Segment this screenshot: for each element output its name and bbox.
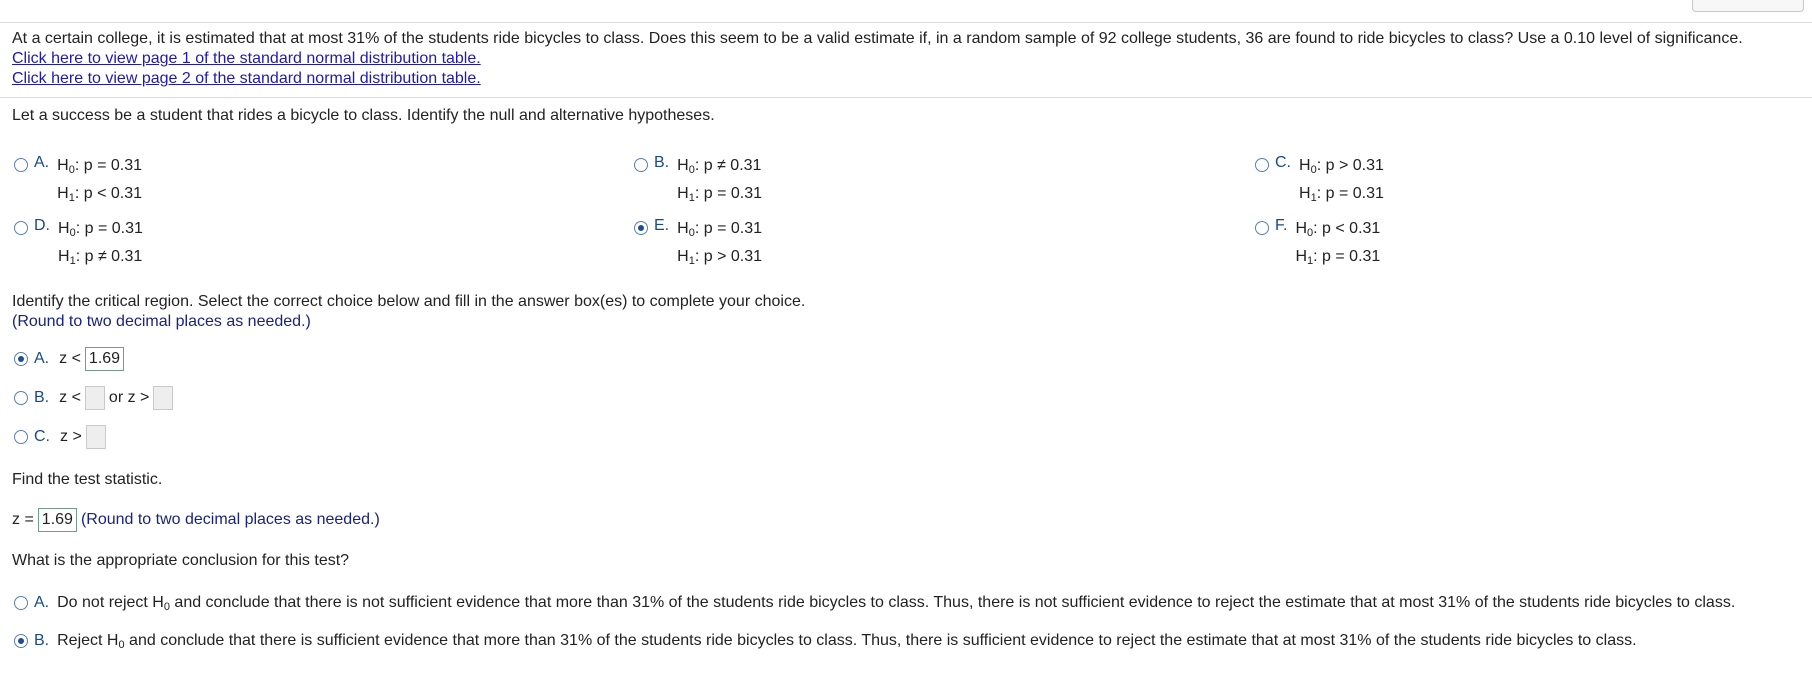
radio-button[interactable] [1255,221,1269,235]
option-letter: B. [654,154,670,171]
radio-button[interactable] [634,158,648,172]
radio-button-selected[interactable] [634,221,648,235]
hypothesis-pair [57,154,142,210]
test-statistic-prompt: Find the test statistic. [12,471,163,488]
alternative-hypothesis: $H_1$: p = 0.31 [1295,248,1381,267]
hypothesis-option-c[interactable] [1255,154,1384,210]
upper-critical-value-box[interactable] [153,386,173,410]
conclusion-text: Reject $H_0$ and conclude that there is sufficient evidence that more than 31% of the students ride bicycles to class. Thus, there is sufficient evidence to reject the estimate that at most 31% of the students ride bicycles to class. [57,631,1637,651]
conclusion-prompt: What is the appropriate conclusion for this test? [12,552,350,569]
radio-button-selected[interactable] [14,352,28,366]
hypothesis-option-a[interactable] [14,154,142,210]
conclusion-option-a[interactable] [14,592,1735,614]
critical-region-option-a[interactable] [14,345,128,373]
z-prefix: z > [60,428,82,445]
radio-button-selected[interactable] [14,634,28,648]
lower-critical-value-box[interactable] [85,386,105,410]
hypotheses-prompt: Let a success be a student that rides a bicycle to class. Identify the null and alternative hypotheses. [12,107,715,124]
null-hypothesis: $H_0$: p = 0.31 [57,157,142,176]
normal-table-page2-link[interactable]: Click here to view page 2 of the standard normal distribution table. [12,70,481,87]
critical-region-round-note: (Round to two decimal places as needed.) [12,313,311,330]
hypothesis-pair [677,154,762,210]
null-hypothesis: $H_0$: p = 0.31 [58,220,143,239]
option-letter: B. [34,632,50,649]
null-hypothesis: $H_0$: p < 0.31 [1295,220,1381,239]
radio-button[interactable] [1255,158,1269,172]
hypothesis-option-b[interactable] [634,154,762,210]
hypothesis-pair [677,217,762,273]
critical-region-option-c[interactable] [14,423,110,451]
alternative-hypothesis: $H_1$: p = 0.31 [1299,185,1384,204]
z-prefix: z < [59,389,81,406]
critical-value-box[interactable] [86,425,106,449]
option-letter: F. [1275,217,1288,234]
null-hypothesis: $H_0$: p ≠ 0.31 [677,157,762,176]
normal-table-page1-link[interactable]: Click here to view page 1 of the standard normal distribution table. [12,50,481,67]
hypothesis-pair [1295,217,1380,273]
radio-button[interactable] [14,158,28,172]
test-statistic-round-note: (Round to two decimal places as needed.) [80,511,380,528]
or-z-label: or z > [108,389,150,406]
option-letter: A. [34,594,50,611]
option-letter: A. [34,154,50,171]
alternative-hypothesis: $H_1$: p ≠ 0.31 [58,248,143,267]
option-letter: C. [1275,154,1291,171]
alternative-hypothesis: $H_1$: p = 0.31 [677,185,762,204]
test-statistic-row [12,506,380,534]
hypothesis-pair [1299,154,1384,210]
z-equals-label: z = [12,511,34,528]
critical-region-prompt: Identify the critical region. Select the correct choice below and fill in the answer box(es) to complete your choice. [12,293,806,310]
option-letter: B. [34,389,50,406]
critical-region-option-b[interactable] [14,384,177,412]
option-letter: D. [34,217,50,234]
conclusion-option-b[interactable] [14,630,1637,652]
z-prefix: z < [59,350,81,367]
hypothesis-option-e[interactable] [634,217,762,273]
conclusion-text: Do not reject $H_0$ and conclude that there is not sufficient evidence that more than 31% of the students ride bicycles to class. Thus, there is not sufficient evidence to reject the estimate that at most 31% of the students ride bicycles to class. [57,593,1736,613]
radio-button[interactable] [14,596,28,610]
radio-button[interactable] [14,430,28,444]
hypothesis-option-d[interactable] [14,217,143,273]
critical-value-answer-box[interactable]: 1.69 [85,347,124,371]
question-text: At a certain college, it is estimated that at most 31% of the students ride bicycles to class. Does this seem to be a valid estimate if, in a random sample of 92 college students, 36 are found to ride bicycles to class? Use a 0.10 level of significance. [12,30,1743,47]
top-right-tab[interactable] [1692,0,1804,12]
radio-button[interactable] [14,391,28,405]
question-header [0,22,1812,98]
hypothesis-pair [58,217,143,273]
null-hypothesis: $H_0$: p = 0.31 [677,220,762,239]
null-hypothesis: $H_0$: p > 0.31 [1299,157,1384,176]
alternative-hypothesis: $H_1$: p > 0.31 [677,248,762,267]
option-letter: E. [654,217,670,234]
option-letter: A. [34,350,50,367]
option-letter: C. [34,428,50,445]
hypothesis-option-f[interactable] [1255,217,1380,273]
alternative-hypothesis: $H_1$: p < 0.31 [57,185,142,204]
radio-button[interactable] [14,221,28,235]
test-statistic-answer-box[interactable]: 1.69 [38,508,77,532]
